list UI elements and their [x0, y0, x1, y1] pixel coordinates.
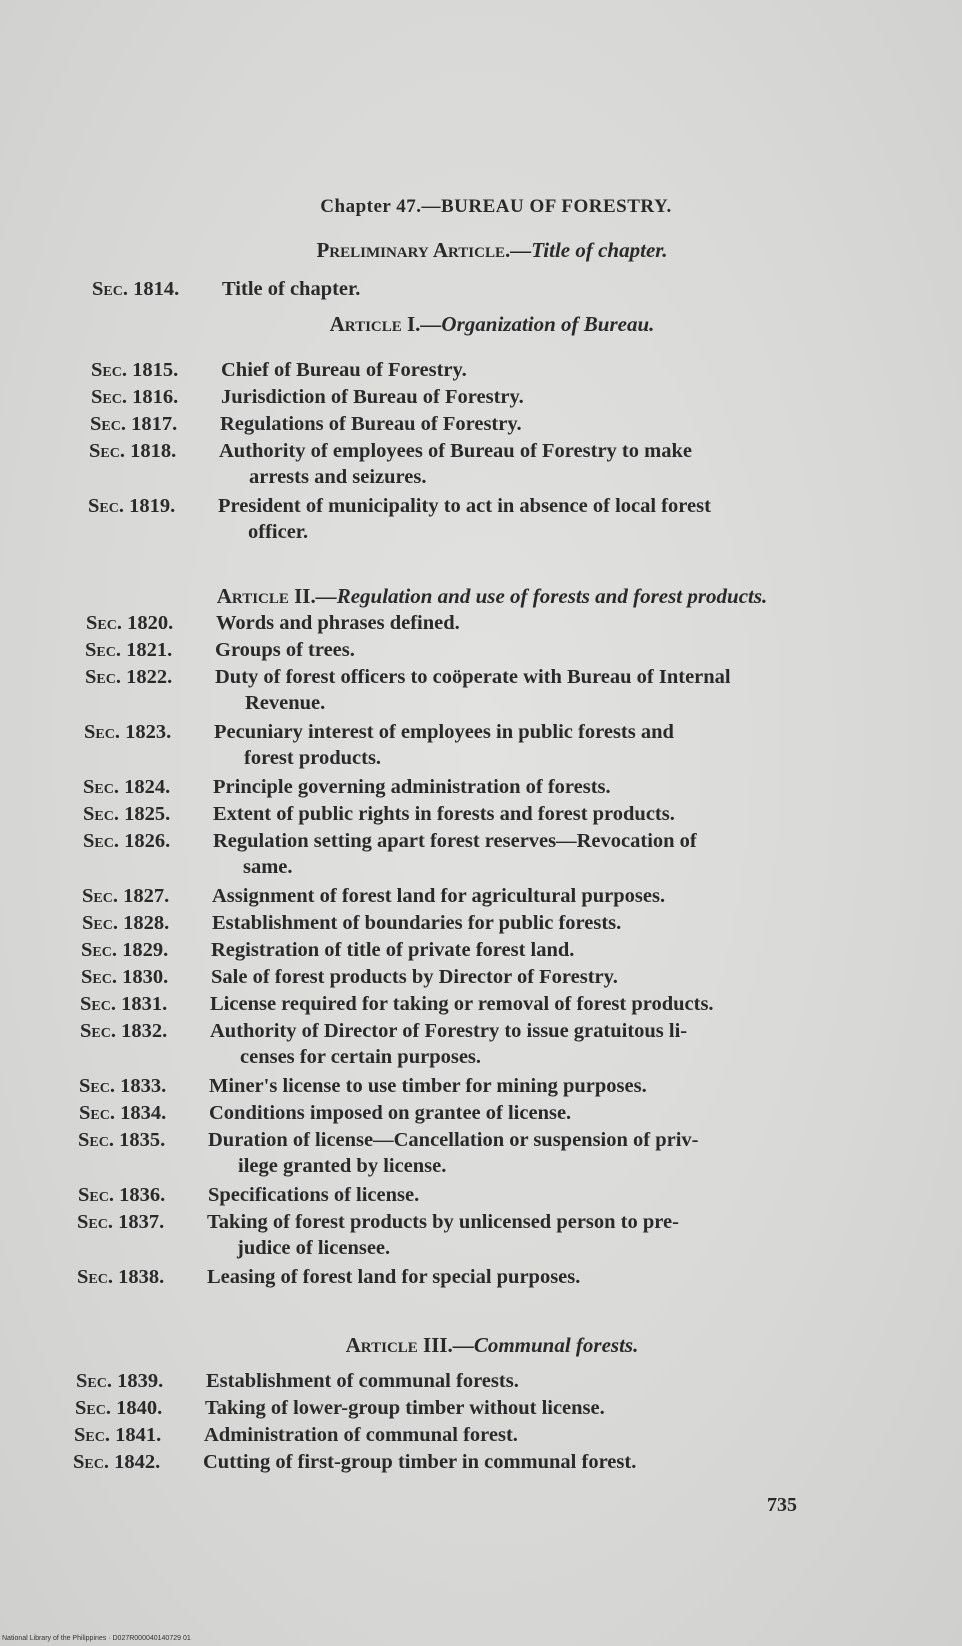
section-entry	[76, 1368, 519, 1395]
section-abbrev: Sec.	[92, 278, 128, 300]
section-entry	[89, 438, 692, 491]
section-title-continuation: censes for certain purposes.	[240, 1046, 482, 1068]
section-number	[73, 1449, 203, 1476]
section-num-value: 1832.	[121, 1020, 168, 1042]
section-number	[88, 493, 218, 520]
section-title: Regulation setting apart forest reserves—Revocation of	[213, 830, 697, 852]
section-title: Taking of forest products by unlicensed person to pre-	[207, 1211, 679, 1233]
section-abbrev: Sec.	[73, 1451, 109, 1473]
section-entry	[81, 937, 574, 964]
section-abbrev: Sec.	[81, 966, 117, 988]
section-abbrev: Sec.	[80, 993, 116, 1015]
section-title: Chief of Bureau of Forestry.	[221, 359, 467, 381]
section-num-value: 1835.	[119, 1129, 166, 1151]
section-entry	[74, 1422, 518, 1449]
section-abbrev: Sec.	[85, 639, 121, 661]
section-title-continuation: forest products.	[244, 747, 382, 769]
section-number	[83, 774, 213, 801]
section-entry	[79, 1073, 647, 1100]
section-title: Specifications of license.	[208, 1184, 420, 1206]
section-entry	[77, 1264, 580, 1291]
section-entry	[80, 991, 714, 1018]
section-entry	[83, 774, 611, 801]
article-heading-preliminary	[0, 238, 962, 263]
section-title: Duration of license—Cancellation or suspension of priv-	[208, 1129, 699, 1151]
article-heading-1	[0, 312, 962, 337]
section-title-continuation: Revenue.	[245, 692, 326, 714]
section-abbrev: Sec.	[78, 1184, 114, 1206]
section-title: Pecuniary interest of employees in public forests and	[214, 721, 674, 743]
chapter-title: Chapter 47.—BUREAU OF FORESTRY.	[320, 196, 672, 217]
section-abbrev: Sec.	[75, 1397, 111, 1419]
section-number	[92, 276, 222, 303]
section-entry	[82, 883, 665, 910]
section-number	[90, 411, 220, 438]
section-abbrev: Sec.	[86, 612, 122, 634]
section-abbrev: Sec.	[88, 495, 124, 517]
section-title: Regulations of Bureau of Forestry.	[220, 413, 522, 435]
section-number	[80, 991, 210, 1018]
article-label: Preliminary Article.	[316, 238, 511, 262]
section-title: Cutting of first-group timber in communal forest.	[203, 1451, 637, 1473]
section-title: Sale of forest products by Director of Forestry.	[211, 966, 618, 988]
section-title: Taking of lower-group timber without license.	[205, 1397, 605, 1419]
section-title-continuation: judice of licensee.	[237, 1237, 391, 1259]
section-number	[82, 910, 212, 937]
footer-credit: National Library of the Philippines · D027R000040140729 01	[2, 1635, 191, 1642]
section-entry	[73, 1449, 636, 1476]
section-abbrev: Sec.	[81, 939, 117, 961]
section-title: Jurisdiction of Bureau of Forestry.	[221, 386, 524, 408]
article-subtitle: —Organization of Bureau.	[420, 312, 655, 336]
article-subtitle: —Communal forests.	[452, 1333, 639, 1357]
section-number	[75, 1395, 205, 1422]
section-number	[78, 1127, 208, 1154]
section-number	[91, 384, 221, 411]
article-label: Article III.	[345, 1333, 453, 1357]
section-num-value: 1821.	[126, 639, 173, 661]
section-num-value: 1815.	[132, 359, 179, 381]
section-abbrev: Sec.	[80, 1020, 116, 1042]
section-abbrev: Sec.	[79, 1075, 115, 1097]
section-title: Establishment of communal forests.	[206, 1370, 519, 1392]
section-num-value: 1819.	[129, 495, 176, 517]
section-entry	[91, 357, 467, 384]
section-num-value: 1824.	[124, 776, 171, 798]
section-title-continuation: same.	[243, 856, 293, 878]
section-num-value: 1814.	[133, 278, 180, 300]
section-entry	[88, 493, 711, 546]
section-number	[84, 719, 214, 746]
section-entry	[82, 910, 621, 937]
section-abbrev: Sec.	[79, 1102, 115, 1124]
section-title: Authority of Director of Forestry to issue gratuitous li-	[210, 1020, 688, 1042]
section-abbrev: Sec.	[84, 721, 120, 743]
section-title-continuation: ilege granted by license.	[238, 1155, 447, 1177]
section-number	[83, 828, 213, 855]
section-abbrev: Sec.	[85, 666, 121, 688]
section-num-value: 1820.	[127, 612, 174, 634]
article-label: Article I.	[329, 312, 421, 336]
section-num-value: 1817.	[131, 413, 178, 435]
section-abbrev: Sec.	[83, 776, 119, 798]
section-num-value: 1829.	[122, 939, 169, 961]
section-num-value: 1827.	[123, 885, 170, 907]
section-entry	[77, 1209, 679, 1262]
section-title: Leasing of forest land for special purposes.	[207, 1266, 581, 1288]
section-number	[91, 357, 221, 384]
article-subtitle: —Title of chapter.	[510, 238, 668, 262]
section-title: Title of chapter.	[222, 278, 361, 300]
section-abbrev: Sec.	[83, 803, 119, 825]
section-title: License required for taking or removal of forest products.	[210, 993, 714, 1015]
section-number	[79, 1073, 209, 1100]
section-entry	[78, 1182, 419, 1209]
section-num-value: 1840.	[116, 1397, 163, 1419]
section-abbrev: Sec.	[83, 830, 119, 852]
section-number	[77, 1264, 207, 1291]
section-num-value: 1818.	[130, 440, 177, 462]
section-title: Words and phrases defined.	[216, 612, 460, 634]
article-subtitle: —Regulation and use of forests and forest products.	[315, 584, 768, 608]
section-num-value: 1823.	[125, 721, 172, 743]
section-title: Groups of trees.	[215, 639, 355, 661]
section-num-value: 1842.	[114, 1451, 161, 1473]
section-number	[86, 610, 216, 637]
section-num-value: 1841.	[115, 1424, 162, 1446]
section-num-value: 1838.	[118, 1266, 165, 1288]
section-title: Miner's license to use timber for mining purposes.	[209, 1075, 647, 1097]
section-entry	[86, 610, 460, 637]
section-title-continuation: arrests and seizures.	[249, 466, 427, 488]
section-entry	[90, 411, 522, 438]
section-title: Authority of employees of Bureau of Forestry to make	[219, 440, 692, 462]
section-abbrev: Sec.	[74, 1424, 110, 1446]
section-num-value: 1830.	[122, 966, 169, 988]
section-abbrev: Sec.	[89, 440, 125, 462]
section-entry	[91, 384, 524, 411]
section-num-value: 1833.	[120, 1075, 167, 1097]
section-num-value: 1826.	[124, 830, 171, 852]
section-number	[83, 801, 213, 828]
section-num-value: 1825.	[124, 803, 171, 825]
section-number	[81, 937, 211, 964]
section-number	[85, 664, 215, 691]
section-title: Duty of forest officers to coöperate with Bureau of Internal	[215, 666, 731, 688]
section-abbrev: Sec.	[77, 1266, 113, 1288]
section-title: President of municipality to act in absence of local forest	[218, 495, 711, 517]
section-number	[81, 964, 211, 991]
section-number	[82, 883, 212, 910]
section-abbrev: Sec.	[76, 1370, 112, 1392]
section-abbrev: Sec.	[82, 885, 118, 907]
section-number	[85, 637, 215, 664]
section-num-value: 1828.	[123, 912, 170, 934]
section-num-value: 1816.	[132, 386, 179, 408]
section-entry	[78, 1127, 699, 1180]
section-entry	[83, 801, 675, 828]
section-number	[76, 1368, 206, 1395]
section-title: Conditions imposed on grantee of license.	[209, 1102, 572, 1124]
section-abbrev: Sec.	[77, 1211, 113, 1233]
section-entry	[75, 1395, 605, 1422]
section-entry	[85, 664, 731, 717]
section-entry	[84, 719, 674, 772]
section-abbrev: Sec.	[82, 912, 118, 934]
article-label: Article II.	[216, 584, 316, 608]
section-num-value: 1837.	[118, 1211, 165, 1233]
section-title: Registration of title of private forest land.	[211, 939, 575, 961]
section-title: Establishment of boundaries for public forests.	[212, 912, 622, 934]
section-number	[77, 1209, 207, 1236]
section-abbrev: Sec.	[90, 413, 126, 435]
section-title: Principle governing administration of forests.	[213, 776, 611, 798]
section-num-value: 1836.	[119, 1184, 166, 1206]
section-entry	[81, 964, 618, 991]
section-title: Administration of communal forest.	[204, 1424, 518, 1446]
section-entry	[79, 1100, 571, 1127]
article-heading-3	[0, 1333, 962, 1358]
section-entry	[85, 637, 355, 664]
section-abbrev: Sec.	[78, 1129, 114, 1151]
section-number	[74, 1422, 204, 1449]
section-title-continuation: officer.	[248, 521, 309, 543]
section-number	[80, 1018, 210, 1045]
article-heading-2	[0, 584, 962, 609]
page-number: 735	[767, 1494, 797, 1516]
section-num-value: 1822.	[126, 666, 173, 688]
section-abbrev: Sec.	[91, 359, 127, 381]
section-entry	[83, 828, 697, 881]
section-number	[78, 1182, 208, 1209]
section-entry	[92, 276, 360, 303]
section-title: Assignment of forest land for agricultural purposes.	[212, 885, 666, 907]
section-title: Extent of public rights in forests and forest products.	[213, 803, 675, 825]
section-number	[89, 438, 219, 465]
section-abbrev: Sec.	[91, 386, 127, 408]
section-number	[79, 1100, 209, 1127]
section-entry	[80, 1018, 687, 1071]
section-num-value: 1834.	[120, 1102, 167, 1124]
section-num-value: 1839.	[117, 1370, 164, 1392]
section-num-value: 1831.	[121, 993, 168, 1015]
